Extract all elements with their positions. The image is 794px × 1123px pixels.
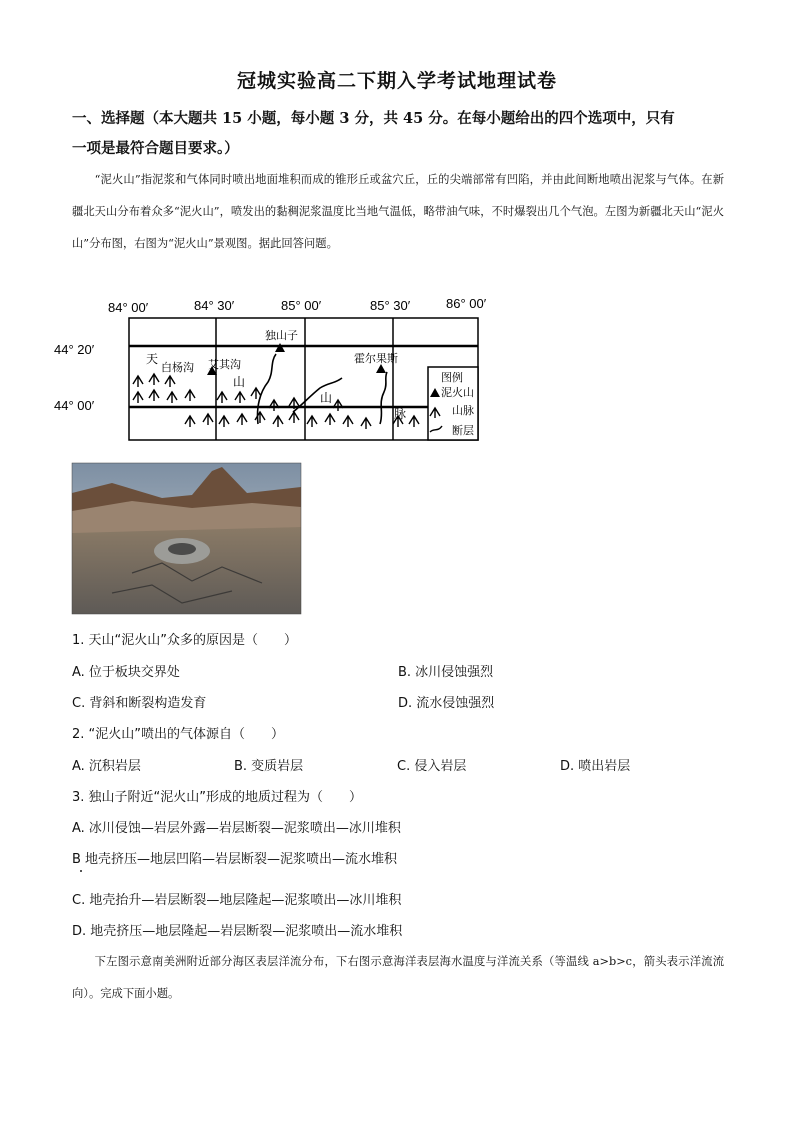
mountain-symbol: [185, 416, 195, 427]
mountain-symbol: [133, 392, 143, 403]
legend-item: 山脉: [452, 405, 474, 417]
range-label: 山: [233, 375, 246, 389]
question-3-stem: 3. 独山子附近“泥火山”形成的地质过程为（ ）: [72, 790, 363, 805]
fault-line: [380, 372, 387, 424]
mountain-symbol: [217, 392, 227, 403]
section-heading-line2: 一项是最符合题目要求。）: [72, 140, 239, 157]
mountain-symbol: [133, 376, 143, 387]
question-2-option-b[interactable]: B. 变质岩层: [234, 759, 304, 774]
mountain-symbol: [343, 416, 353, 427]
mountain-symbol: [269, 400, 279, 411]
stray-dot: [80, 870, 82, 872]
lon-label: 84° 00′: [108, 300, 149, 315]
legend-title: 图例: [441, 372, 463, 384]
mud-volcano-icon: [275, 343, 285, 352]
question-1-stem: 1. 天山“泥火山”众多的原因是（ ）: [72, 633, 298, 648]
mountain-symbol: [203, 414, 213, 425]
legend-item: 泥火山: [441, 387, 474, 399]
question-3-option-d[interactable]: D. 地壳挤压—地层隆起—岩层断裂—泥浆喷出—流水堆积: [72, 924, 403, 939]
place-label: 独山子: [265, 330, 298, 342]
mountain-symbol: [165, 376, 175, 387]
question-3-option-a[interactable]: A. 冰川侵蚀—岩层外露—岩层断裂—泥浆喷出—冰川堆积: [72, 821, 401, 836]
section-heading-line1: 一、选择题（本大题共 15 小题，每小题 3 分，共 45 分。在每小题给出的四个选项中，只有: [72, 110, 675, 127]
mountain-symbol: [361, 418, 371, 429]
mountain-symbol: [235, 392, 245, 403]
section-heading: [72, 104, 726, 164]
place-label: 白杨沟: [161, 362, 194, 374]
map-frame: [129, 318, 478, 440]
mountain-symbol: [219, 416, 229, 427]
mountain-symbol: [325, 414, 335, 425]
question-1-option-d[interactable]: D. 流水侵蚀强烈: [398, 696, 495, 711]
mountain-symbols: [133, 374, 419, 429]
range-label: 山: [320, 391, 333, 405]
place-label: 艾其沟: [208, 359, 241, 371]
exam-title: 冠城实验高二下期入学考试地理试卷: [236, 70, 557, 92]
mountain-symbol: [185, 390, 195, 401]
question-1-option-b[interactable]: B. 冰川侵蚀强烈: [398, 665, 494, 680]
question-2-option-d[interactable]: D. 喷出岩层: [560, 759, 631, 774]
place-label: 霍尔果斯: [354, 353, 398, 365]
lat-label: 44° 20′: [54, 342, 95, 357]
mountain-symbol: [237, 414, 247, 425]
lon-label: 86° 00′: [446, 296, 487, 311]
mountain-symbol: [409, 416, 419, 427]
lon-label: 85° 30′: [370, 298, 411, 313]
mountain-symbol: [333, 400, 343, 411]
question-3-option-b[interactable]: B 地壳挤压—地层凹陷—岩层断裂—泥浆喷出—流水堆积: [72, 852, 398, 867]
lat-label: 44° 00′: [54, 398, 95, 413]
question-2-option-a[interactable]: A. 沉积岩层: [72, 759, 141, 774]
question-2-stem: 2. “泥火山”喷出的气体源自（ ）: [72, 727, 285, 742]
question-1-option-c[interactable]: C. 背斜和断裂构造发育: [72, 696, 207, 711]
mountain-symbol: [273, 416, 283, 427]
range-label: 脉: [394, 407, 407, 421]
mountain-symbol: [255, 412, 265, 423]
mud-volcano-icon: [376, 364, 386, 373]
mud-volcano-photo: [72, 463, 301, 614]
legend-item: 断层: [452, 425, 474, 437]
range-label: 天: [146, 352, 159, 366]
question-2-option-c[interactable]: C. 侵入岩层: [397, 759, 467, 774]
lon-label: 84° 30′: [194, 298, 235, 313]
mountain-symbol: [149, 390, 159, 401]
intro-paragraph-ocean-currents: 下左图示意南美洲附近部分海区表层洋流分布，下右图示意海洋表层海水温度与洋流关系（等温线 a>b>c，箭头表示洋流流向）。完成下面小题。: [72, 955, 724, 1000]
question-1-option-a[interactable]: A. 位于板块交界处: [72, 665, 180, 680]
intro-paragraph-mud-volcano: “泥火山”指泥浆和气体同时喷出地面堆积而成的锥形丘或盆穴丘，丘的尖端部常有凹陷，并由此间断地喷出泥浆与气体。在新疆北天山分布着众多“泥火山”，喷发出的黏稠泥浆温度比当地气温低，略带油气味，不时爆裂出几个气泡。左图为新疆北天山“泥火山”分布图，右图为“泥火山”景观图。据此回答问题。: [72, 173, 724, 250]
mud-volcano-distribution-map: [54, 292, 498, 442]
mountain-symbol: [307, 416, 317, 427]
mountain-symbol: [149, 374, 159, 385]
question-3-option-c[interactable]: C. 地壳抬升—岩层断裂—地层隆起—泥浆喷出—冰川堆积: [72, 893, 402, 908]
mountain-symbol: [289, 412, 299, 423]
mountain-symbol: [167, 392, 177, 403]
lon-label: 85° 00′: [281, 298, 322, 313]
